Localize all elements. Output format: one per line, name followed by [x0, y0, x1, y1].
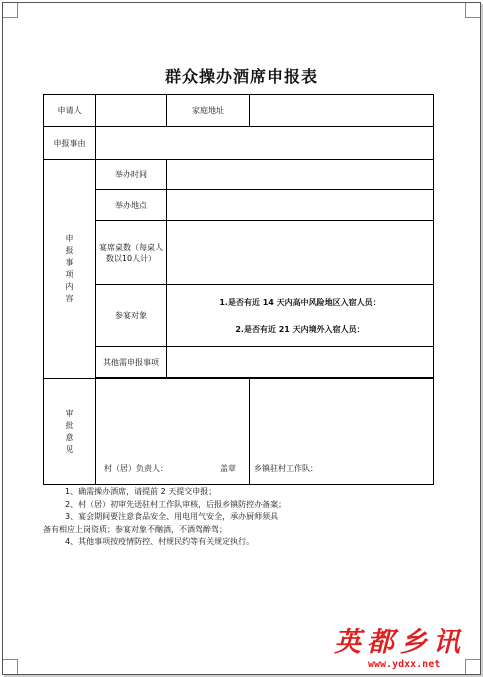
note-item: 4、其他事项按疫情防控、村规民约等有关规定执行。 [65, 537, 255, 546]
address-value-cell[interactable] [250, 95, 434, 127]
other-label: 其他需申报事项 [96, 347, 167, 378]
guest-question-1: 1.是否有近 14 天内高中风险地区入宿人员： [219, 297, 381, 307]
time-label: 举办时间 [96, 160, 167, 190]
guests-value-cell[interactable] [167, 285, 434, 347]
town-signature-label: 乡镇驻村工作队： [254, 464, 318, 473]
guests-label: 参宴对象 [96, 285, 167, 347]
site-watermark [330, 620, 470, 670]
address-label: 家庭地址 [167, 95, 250, 127]
tables-label: 宴席桌数（每桌人数以10人计） [96, 221, 167, 285]
other-value-cell[interactable] [167, 347, 434, 378]
place-label: 举办地点 [96, 190, 167, 221]
approval-vertical-text: 审 批 意 见 [65, 408, 74, 454]
watermark-url: www.ydxx.net [368, 659, 441, 670]
applicant-label: 申请人 [44, 95, 96, 127]
watermark-brand: 英都乡讯 [334, 627, 466, 658]
note-item: 2、村（居）初审先送驻村工作队审核，后报乡镇防控办备案； [65, 499, 287, 509]
town-approval-cell[interactable] [250, 379, 434, 485]
tables-value-cell[interactable] [167, 221, 434, 285]
crop-mark [3, 659, 18, 674]
content-section-vertical-text: 申 报 事 项 内 容 [65, 234, 74, 303]
application-form-table [43, 94, 434, 485]
crop-mark [3, 3, 18, 18]
note-item: 3、宴会期间要注意食品安全、用电用气安全，承办厨师须具 [65, 512, 279, 521]
stamp-label: 盖章 [220, 464, 236, 473]
crop-mark [465, 3, 480, 18]
note-item: 1、确需操办酒席，请提前 2 天提交申报； [65, 487, 217, 496]
reason-label: 申报事由 [44, 127, 96, 160]
village-signature-label: 村（居）负责人： [104, 464, 168, 473]
guest-question-2: 2.是否有近 21 天内境外入宿人员： [235, 324, 365, 334]
note-item: 备有相应上岗资质；参宴对象不酗酒，不酒驾醉驾； [43, 524, 227, 534]
document-title: 群众操办酒席申报表 [164, 67, 318, 86]
content-section-label [44, 160, 96, 379]
approval-label [44, 379, 96, 485]
place-value-cell[interactable] [167, 190, 434, 221]
time-value-cell[interactable] [167, 160, 434, 190]
village-approval-cell[interactable] [96, 379, 250, 485]
notes-section [43, 486, 373, 549]
applicant-value-cell[interactable] [96, 95, 167, 127]
reason-value-cell[interactable] [96, 127, 434, 160]
